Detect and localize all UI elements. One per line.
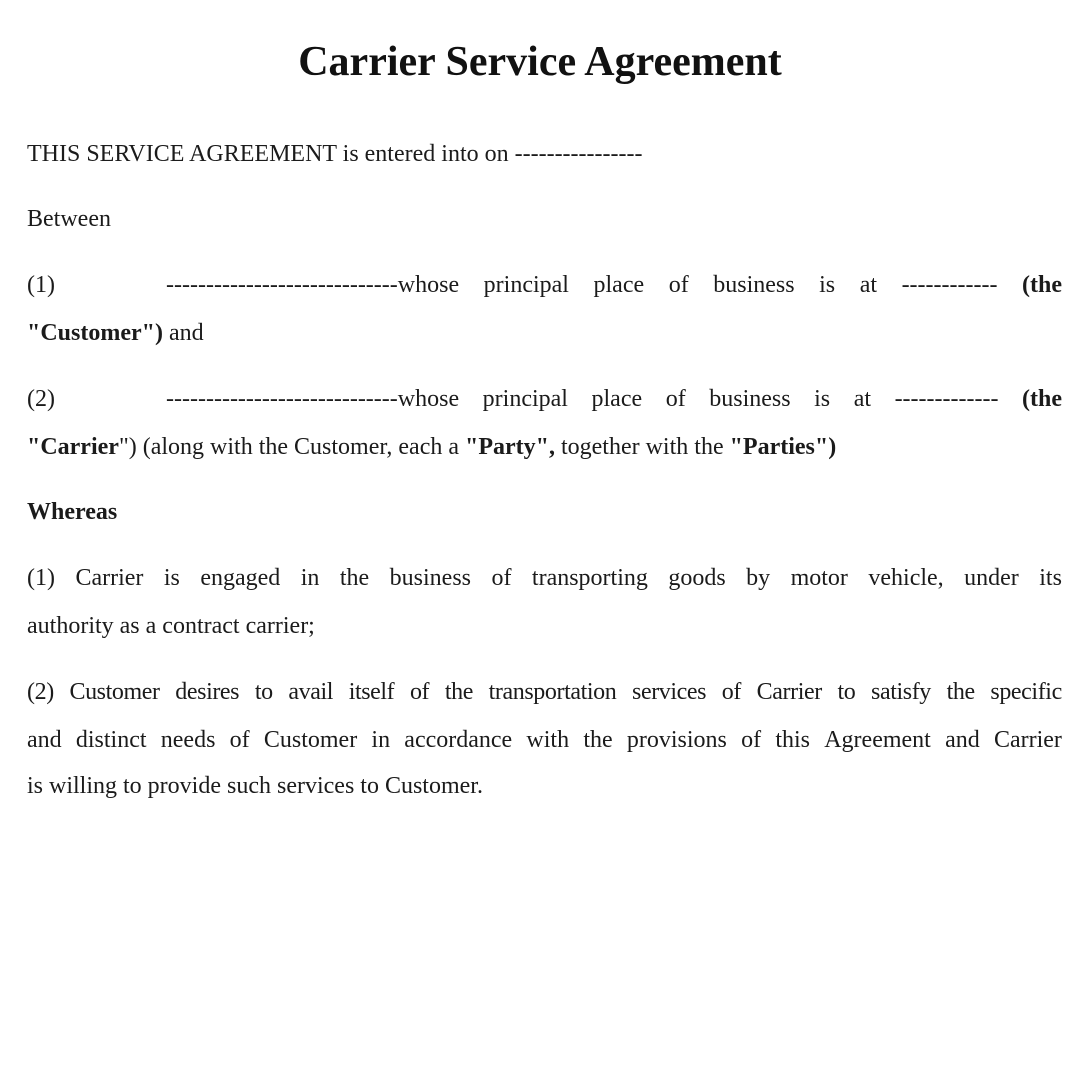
party2-line2-text: together with the bbox=[554, 434, 730, 460]
recital2-word: the bbox=[444, 679, 473, 705]
party1-line2-rest: and bbox=[162, 320, 204, 346]
recital2-word: of bbox=[409, 679, 430, 705]
party1-word: of bbox=[668, 272, 689, 298]
party1-number: (1) bbox=[27, 272, 55, 298]
party2-line1 bbox=[27, 385, 1062, 413]
document-title: Carrier Service Agreement bbox=[298, 39, 782, 85]
party2-word: ------------- bbox=[894, 386, 999, 412]
whereas-heading: Whereas bbox=[27, 499, 118, 525]
party1-word: principal bbox=[483, 272, 569, 298]
party2-word: principal bbox=[482, 386, 568, 412]
party2-number: (2) bbox=[27, 386, 55, 412]
recital1-word: by bbox=[746, 565, 771, 591]
recital2-word: Carrier bbox=[993, 727, 1062, 753]
party1-line1 bbox=[27, 271, 1062, 299]
recital2-word: needs bbox=[160, 727, 216, 753]
party2-line2-text: ") (along with the Customer, each a bbox=[118, 434, 466, 460]
recital2-word: desires bbox=[175, 679, 240, 705]
recital2-line1 bbox=[27, 678, 1062, 706]
party2-word: of bbox=[665, 386, 686, 412]
recital2-word: services bbox=[632, 679, 707, 705]
party1-word: at bbox=[859, 272, 878, 298]
party1-text bbox=[166, 271, 1062, 299]
recital2-word: provisions bbox=[626, 727, 727, 753]
party-defined-term: "Party", bbox=[465, 434, 555, 460]
recital2-word: distinct bbox=[75, 727, 147, 753]
party2-word: (the bbox=[1022, 386, 1062, 412]
party2-word: place bbox=[591, 386, 643, 412]
recital2-word: satisfy bbox=[871, 679, 931, 705]
carrier-defined-term: "Carrier bbox=[27, 434, 119, 460]
recital1-word: under bbox=[964, 565, 1019, 591]
recital2-word: Customer bbox=[263, 727, 358, 753]
recital1-word: engaged bbox=[200, 565, 281, 591]
recital1-word: vehicle, bbox=[868, 565, 944, 591]
recital2-word: the bbox=[583, 727, 613, 753]
recital2-word: Agreement bbox=[824, 727, 931, 753]
recital1-word: goods bbox=[668, 565, 726, 591]
party2-line2 bbox=[27, 433, 1062, 461]
party2-word: is bbox=[814, 386, 831, 412]
customer-defined-term: "Customer") bbox=[27, 320, 163, 346]
recital2-word: to bbox=[837, 679, 856, 705]
recital2-word: accordance bbox=[404, 727, 513, 753]
party1-word: ------------ bbox=[901, 272, 998, 298]
recital2-word: transportation bbox=[488, 679, 617, 705]
party2-word: business bbox=[709, 386, 791, 412]
recital2-word: specific bbox=[990, 679, 1062, 705]
recital1-word: its bbox=[1039, 565, 1062, 591]
recital2-word: Customer bbox=[69, 679, 160, 705]
recital2-word: the bbox=[946, 679, 975, 705]
recital2-word: Carrier bbox=[756, 679, 822, 705]
recital1-line1 bbox=[27, 564, 1062, 592]
recital1-word: business bbox=[389, 565, 471, 591]
recital2-word: (2) bbox=[27, 679, 54, 705]
recital1-word: Carrier bbox=[75, 565, 144, 591]
party2-word: -----------------------------whose bbox=[166, 386, 460, 412]
recital2-word: avail bbox=[288, 679, 334, 705]
parties-defined-term: "Parties") bbox=[729, 434, 837, 460]
recital1-word: is bbox=[163, 565, 180, 591]
party1-word: place bbox=[593, 272, 645, 298]
recital1-word: transporting bbox=[531, 565, 648, 591]
party1-word: (the bbox=[1022, 272, 1062, 298]
recital1-word: the bbox=[339, 565, 370, 591]
party1-word: -----------------------------whose bbox=[166, 272, 460, 298]
recital2-word: itself bbox=[348, 679, 395, 705]
party1-line2 bbox=[27, 319, 1062, 347]
recital1-line2: authority as a contract carrier; bbox=[27, 613, 315, 639]
recital2-word: this bbox=[775, 727, 810, 753]
recital1-word: (1) bbox=[27, 565, 55, 591]
party1-word: business bbox=[713, 272, 795, 298]
recital1-word: in bbox=[300, 565, 320, 591]
recital2-word: of bbox=[229, 727, 250, 753]
intro-line: THIS SERVICE AGREEMENT is entered into on ---------------- bbox=[27, 141, 643, 167]
recital2-word: and bbox=[945, 727, 980, 753]
recital2-word: in bbox=[371, 727, 391, 753]
recital1-word: of bbox=[491, 565, 512, 591]
party1-word: is bbox=[819, 272, 836, 298]
party2-word: at bbox=[853, 386, 872, 412]
recital2-word: of bbox=[741, 727, 762, 753]
recital2-word: and bbox=[27, 727, 62, 753]
recital2-word: of bbox=[721, 679, 741, 705]
recital2-line3: is willing to provide such services to Customer. bbox=[27, 773, 483, 799]
recital1-word: motor bbox=[790, 565, 848, 591]
party2-text bbox=[166, 385, 1062, 413]
recital2-word: to bbox=[254, 679, 273, 705]
recital2-line2 bbox=[27, 726, 1062, 754]
recital2-word: with bbox=[526, 727, 570, 753]
between-label: Between bbox=[27, 206, 111, 232]
